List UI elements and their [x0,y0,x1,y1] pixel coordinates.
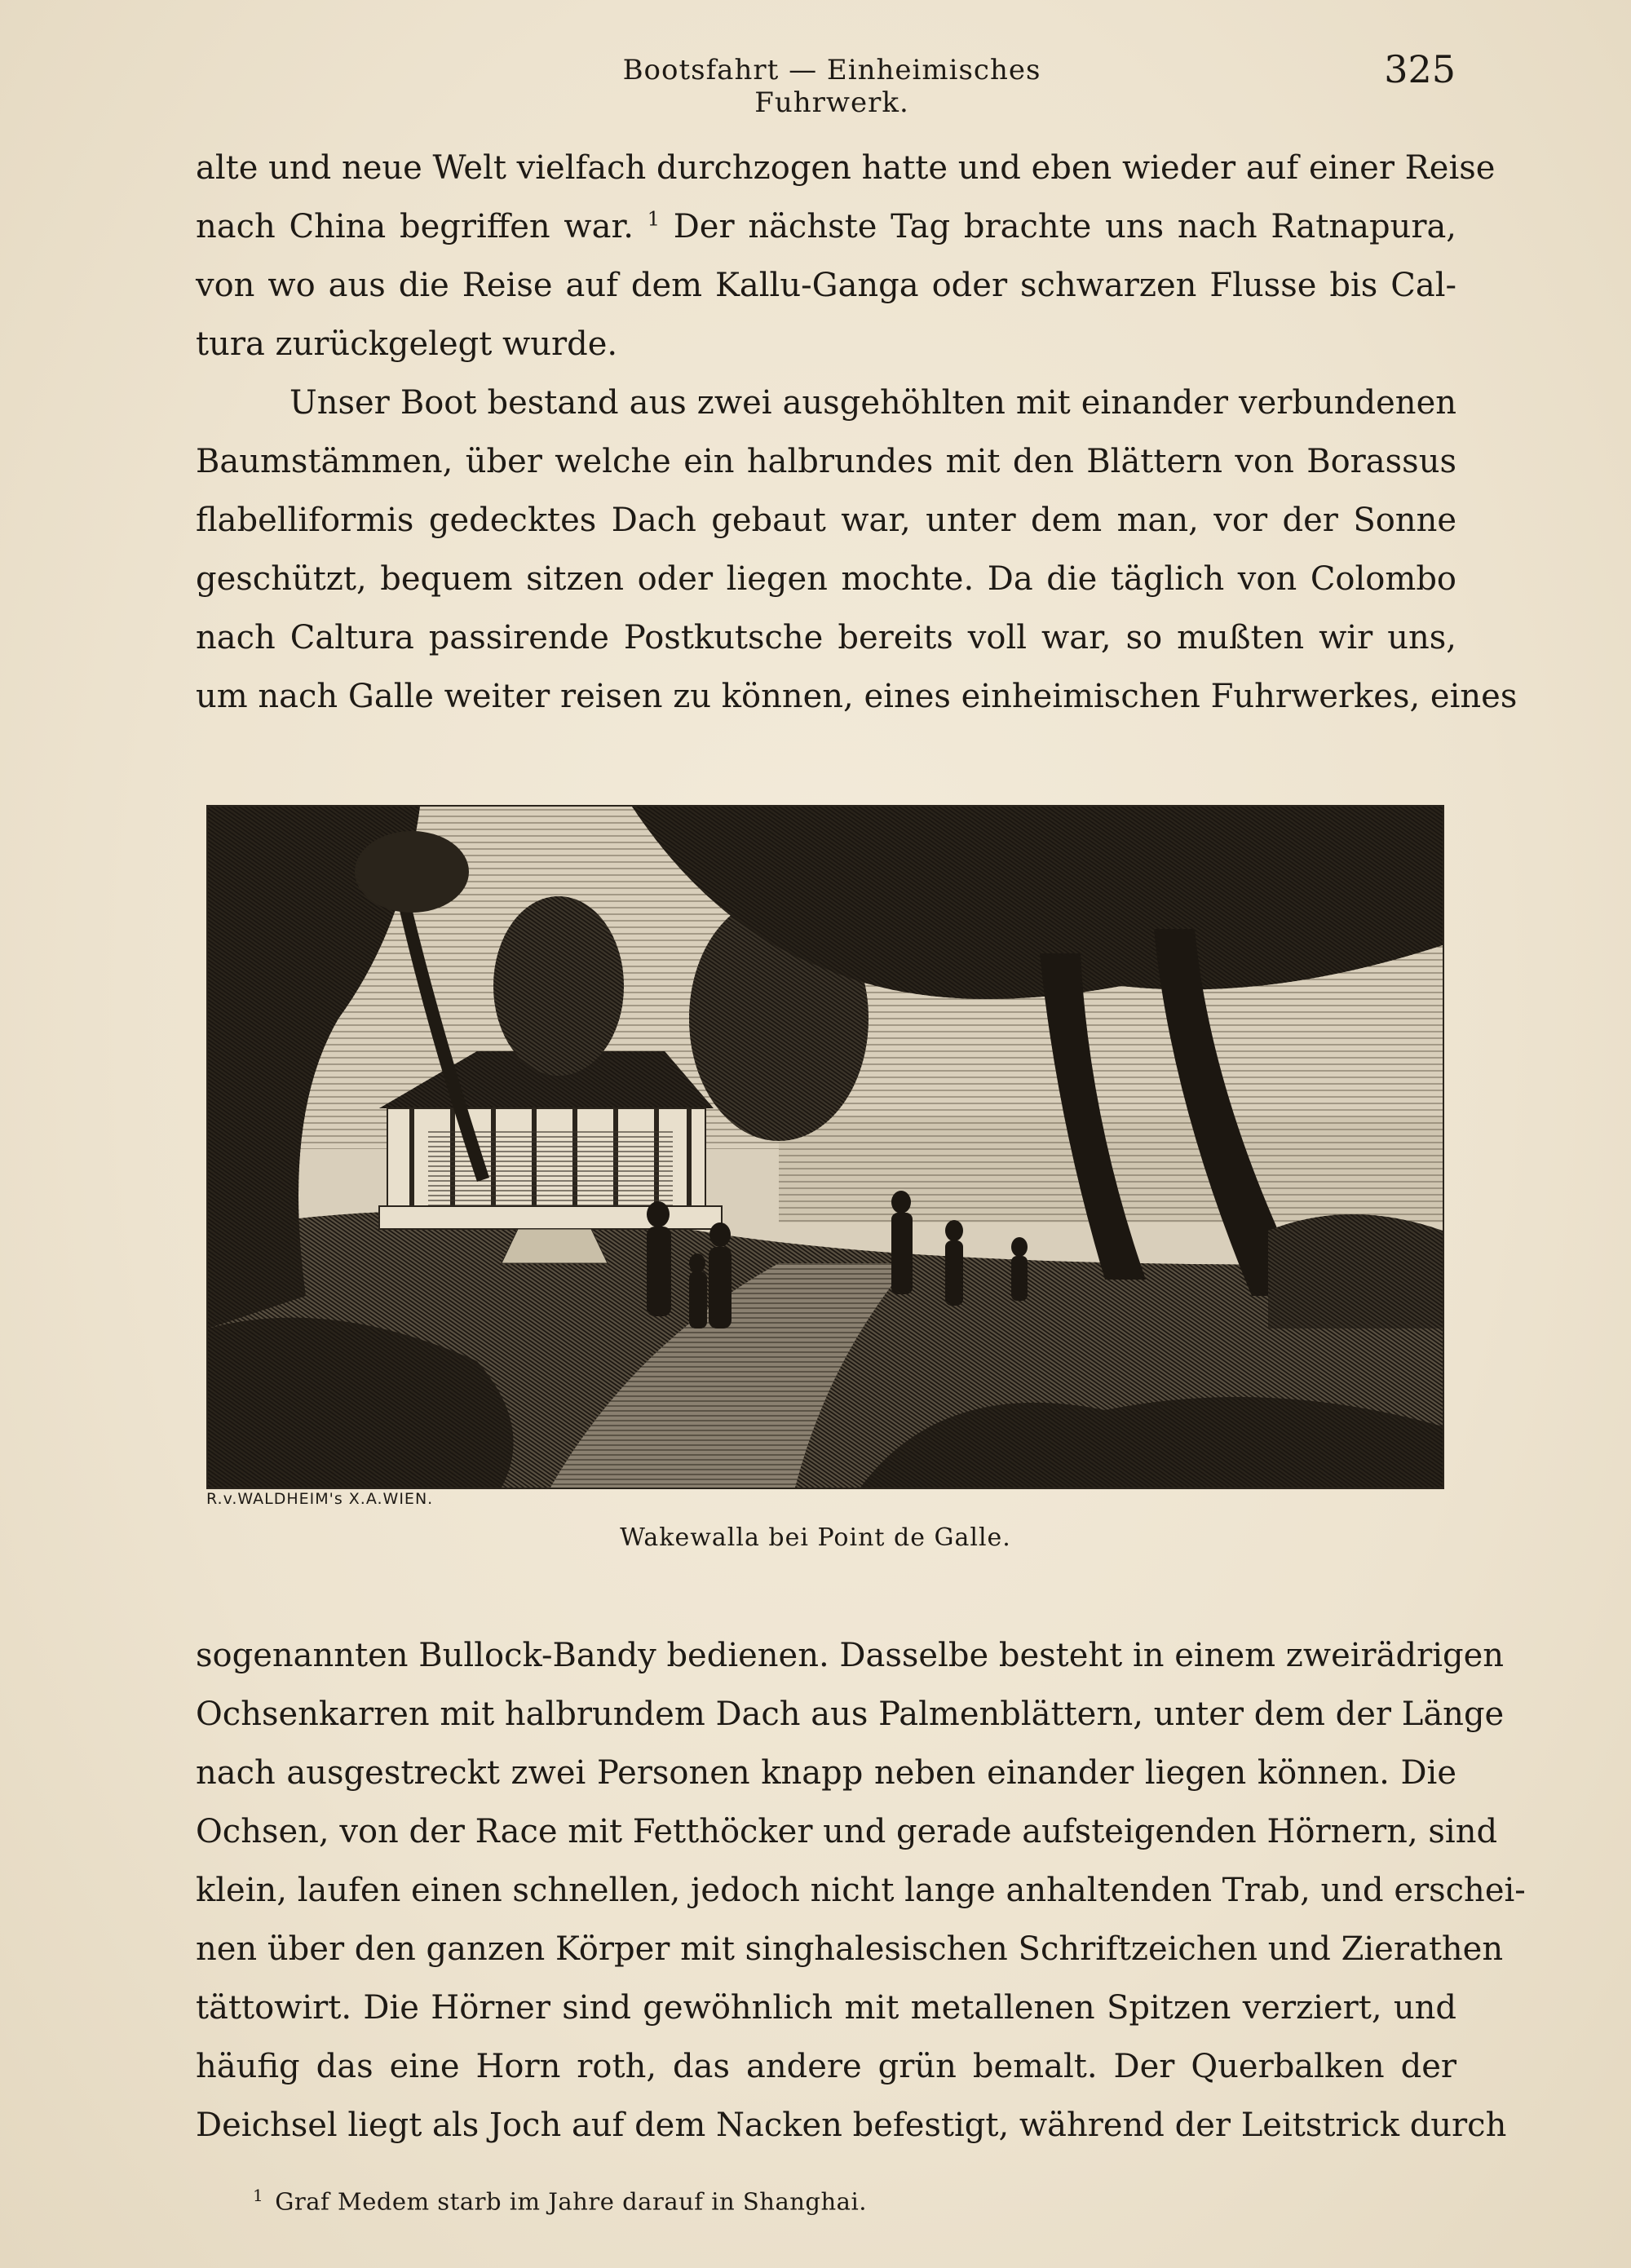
engraving-illustration [206,805,1444,1489]
text-line: um nach Galle weiter reisen zu können, eines einheimischen Fuhrwerkes, eines [196,678,1518,715]
text-line: Unser Boot bestand aus zwei ausgehöhlten mit einander verbundenen [290,384,1456,422]
text-line [196,197,1456,256]
footnote-mark: 1 [253,2186,264,2205]
footnote [253,2186,867,2216]
page-number: 325 [1384,47,1456,91]
figure-caption: Wakewalla bei Point de Galle. [620,1523,1011,1552]
text-line: nen über den ganzen Körper mit singhalesischen Schriftzeichen und Zierathen [196,1930,1504,1968]
text-line: sogenannten Bullock-Bandy bedienen. Dasselbe besteht in einem zweirädrigen [196,1637,1505,1674]
text-line: Ochsenkarren mit halbrundem Dach aus Palmenblättern, unter dem der Länge [196,1695,1505,1733]
footnote-text: Graf Medem starb im Jahre darauf in Shanghai. [275,2187,867,2216]
text-span: nach China begriffen war. [196,208,634,245]
body-text-top [196,139,1518,726]
text-line: tättowirt. Die Hörner sind gewöhnlich mit metallenen Spitzen verziert, und [196,1989,1456,2027]
text-line: Ochsen, von der Race mit Fetthöcker und gerade aufsteigenden Hörnern, sind [196,1813,1498,1850]
footnote-reference[interactable]: 1 [647,207,660,231]
engraver-signature: R.v.WALDHEIM's X.A.WIEN. [206,1490,434,1508]
running-head: Bootsfahrt — Einheimisches Fuhrwerk. [622,54,1041,119]
text-line: häufig das eine Horn roth, das andere grün bemalt. Der Querbalken der [196,2048,1456,2085]
text-line: klein, laufen einen schnellen, jedoch nicht lange anhaltenden Trab, und erschei- [196,1872,1526,1909]
body-text-bottom [196,1626,1526,2155]
text-line: Baumstämmen, über welche ein halbrundes mit den Blättern von Borassus [196,443,1456,480]
text-line: nach ausgestreckt zwei Personen knapp neben einander liegen können. Die [196,1754,1456,1792]
engraving-landscape [208,807,1443,1488]
text-line: nach Caltura passirende Postkutsche bereits voll war, so mußten wir uns, [196,619,1456,657]
text-span: Der nächste Tag brachte uns nach Ratnapura, [673,208,1457,245]
text-line: geschützt, bequem sitzen oder liegen mochte. Da die täglich von Colombo [196,560,1456,598]
text-line: flabelliformis gedecktes Dach gebaut war, unter dem man, vor der Sonne [196,502,1456,539]
text-line: Deichsel liegt als Joch auf dem Nacken befestigt, während der Leitstrick durch [196,2107,1507,2144]
text-line: tura zurückgelegt wurde. [196,325,618,363]
text-line: alte und neue Welt vielfach durchzogen hatte und eben wieder auf einer Reise [196,149,1496,187]
text-line: von wo aus die Reise auf dem Kallu-Ganga oder schwarzen Flusse bis Cal- [196,267,1456,304]
